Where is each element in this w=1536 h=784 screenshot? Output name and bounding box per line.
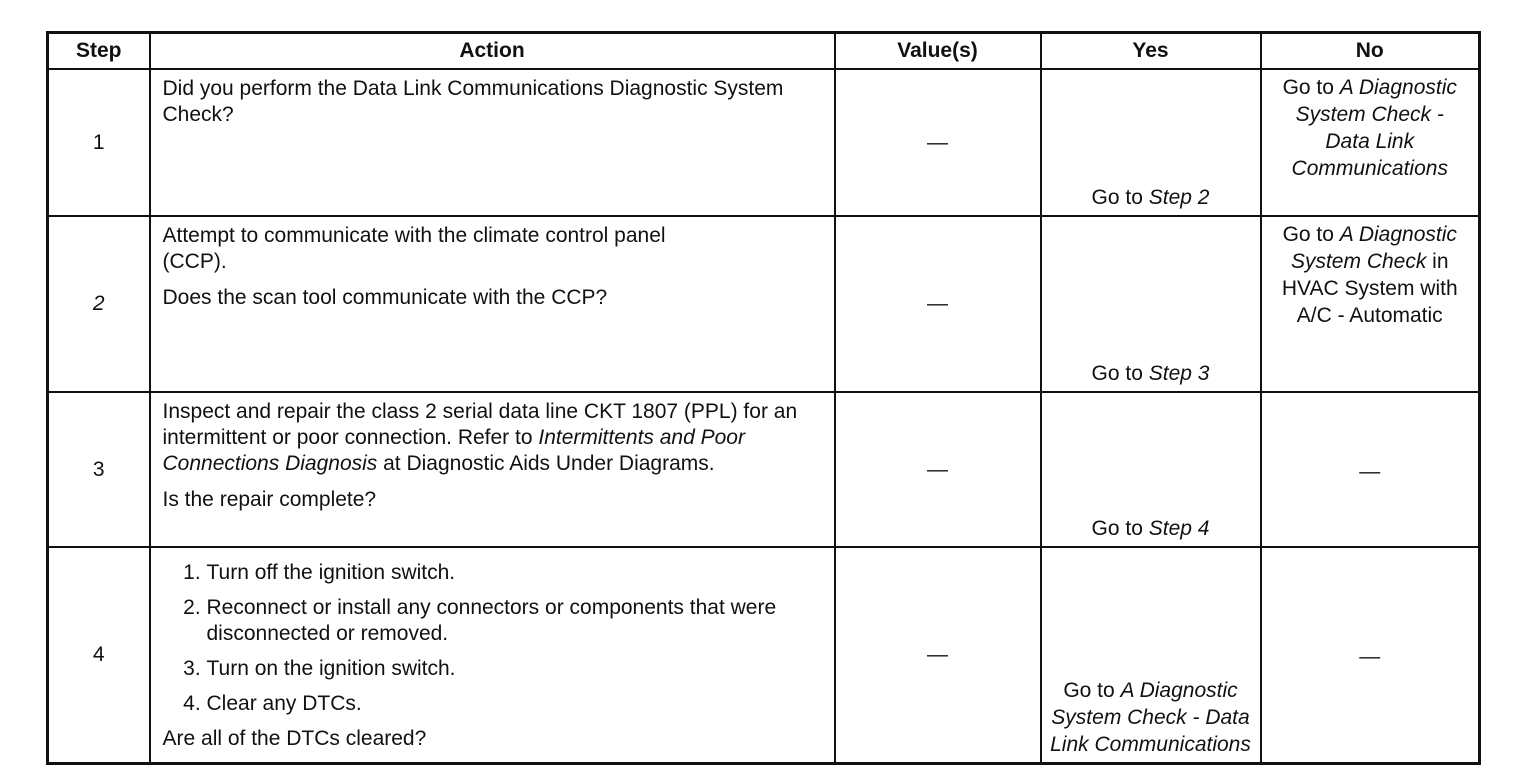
- yes-prefix: Go to: [1091, 186, 1149, 209]
- no-cell: [1261, 69, 1480, 216]
- table-row: [48, 547, 1480, 763]
- list-item: 1. Turn off the ignition switch.: [207, 560, 824, 586]
- action-reference: Intermittents and Poor Connections Diagnosis: [162, 426, 745, 475]
- value-cell: —: [835, 547, 1041, 763]
- action-text: Attempt to communicate with the climate control panel (CCP).: [162, 224, 666, 273]
- yes-cell: [1041, 216, 1261, 392]
- header-no: No: [1261, 33, 1480, 70]
- table-row: [48, 392, 1480, 547]
- table-row: [48, 69, 1480, 216]
- list-item: 2. Reconnect or install any connectors or components that were disconnected or removed.: [207, 595, 824, 647]
- yes-cell: [1041, 547, 1261, 763]
- value-cell: —: [835, 392, 1041, 547]
- action-text-post: at Diagnostic Aids Under Diagrams.: [377, 452, 715, 475]
- action-text-pre: Inspect and repair the class 2 serial data line CKT 1807 (PPL) for an intermittent or poor connection. Refer to: [162, 400, 798, 449]
- yes-target: Step 3: [1148, 362, 1210, 385]
- table-row: [48, 216, 1480, 392]
- diagnostic-table: [46, 31, 1481, 765]
- table-header-row: [48, 33, 1480, 70]
- no-cell: —: [1261, 392, 1480, 547]
- header-yes: Yes: [1041, 33, 1261, 70]
- action-steps-list: [163, 560, 824, 717]
- action-cell: [150, 392, 835, 547]
- no-target: A Diagnostic System Check - Data Link Communications: [1291, 76, 1457, 180]
- step-number: 3: [48, 392, 150, 547]
- value-cell: —: [835, 216, 1041, 392]
- no-cell: —: [1261, 547, 1480, 763]
- action-cell: [150, 216, 835, 392]
- header-step: Step: [48, 33, 150, 70]
- value-cell: —: [835, 69, 1041, 216]
- action-question: Is the repair complete?: [162, 488, 377, 511]
- step-number: 4: [48, 547, 150, 763]
- yes-prefix: Go to: [1091, 362, 1149, 385]
- yes-target: Step 2: [1148, 186, 1210, 209]
- yes-prefix: Go to: [1091, 517, 1149, 540]
- action-cell: [150, 547, 835, 763]
- header-values: Value(s): [835, 33, 1041, 70]
- yes-target: A Diagnostic System Check - Data Link Communications: [1050, 678, 1251, 756]
- step-number: 1: [48, 69, 150, 216]
- no-prefix: Go to: [1282, 223, 1340, 246]
- yes-cell: [1041, 69, 1261, 216]
- action-cell: [150, 69, 835, 216]
- header-action: Action: [150, 33, 835, 70]
- action-question: Does the scan tool communicate with the CCP?: [162, 286, 608, 309]
- no-suffix: in HVAC System with A/C - Automatic: [1281, 250, 1458, 327]
- action-question: Are all of the DTCs cleared?: [162, 727, 427, 750]
- step-number: 2: [48, 216, 150, 392]
- list-item: 3. Turn on the ignition switch.: [207, 656, 824, 682]
- list-item: 4. Clear any DTCs.: [207, 691, 824, 717]
- action-text: Did you perform the Data Link Communications Diagnostic System Check?: [162, 77, 784, 126]
- no-prefix: Go to: [1282, 76, 1340, 99]
- no-target: A Diagnostic System Check: [1290, 223, 1457, 273]
- no-cell: [1261, 216, 1480, 392]
- action-text: [163, 399, 824, 477]
- yes-target: Step 4: [1148, 517, 1210, 540]
- yes-cell: [1041, 392, 1261, 547]
- yes-prefix: Go to: [1063, 678, 1121, 702]
